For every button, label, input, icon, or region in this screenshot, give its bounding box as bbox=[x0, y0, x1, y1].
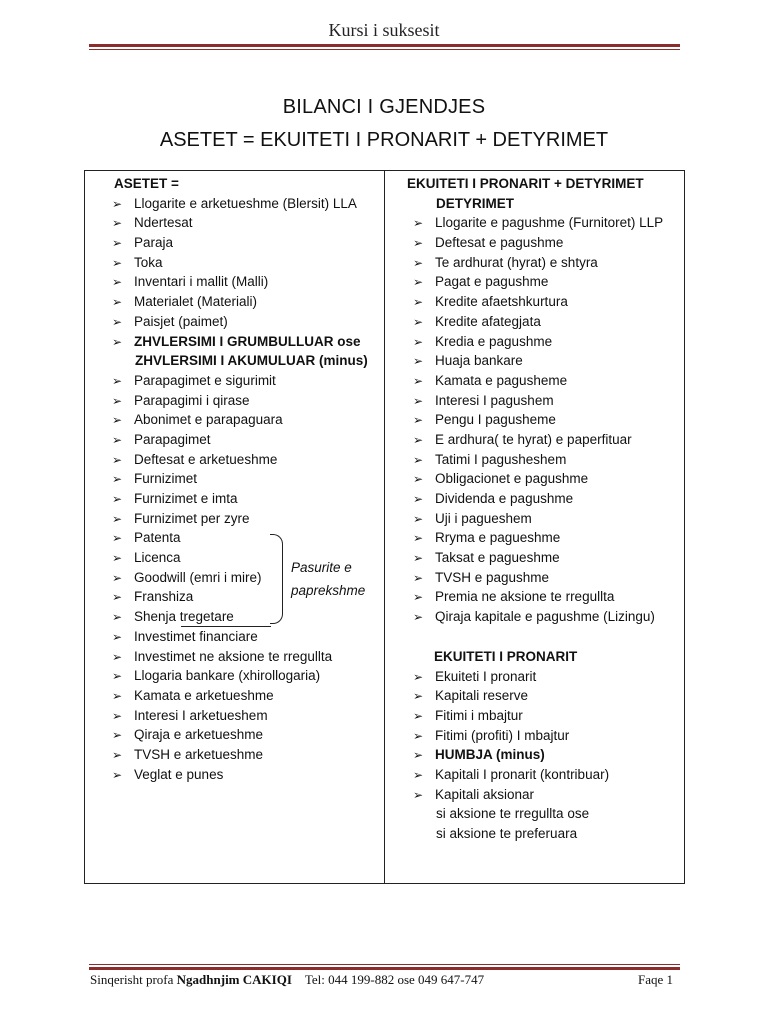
footer-prefix: Sinqerisht profa bbox=[90, 972, 177, 987]
liability-item: Pengu I pagusheme bbox=[435, 412, 556, 428]
liability-item: Kredia e pagushme bbox=[435, 333, 553, 349]
liability-item: TVSH e pagushme bbox=[435, 569, 550, 585]
table-column-divider bbox=[384, 170, 385, 884]
arrow-bullet-icon: ➢ bbox=[112, 688, 123, 703]
arrow-bullet-icon: ➢ bbox=[413, 354, 424, 369]
liability-item: Kredite afaetshkurtura bbox=[435, 294, 568, 310]
arrow-bullet-icon: ➢ bbox=[413, 452, 424, 467]
asset-item: Investimet financiare bbox=[134, 628, 258, 644]
arrow-bullet-icon: ➢ bbox=[112, 393, 123, 408]
asset-item: Llogaria bankare (xhirollogaria) bbox=[134, 668, 321, 684]
liability-item: Qiraja kapitale e pagushme (Lizingu) bbox=[435, 609, 655, 625]
asset-item-intangible: Licenca bbox=[134, 550, 181, 566]
asset-item: Furnizimet per zyre bbox=[134, 510, 250, 526]
footer-phone: Tel: 044 199-882 ose 049 647-747 bbox=[304, 972, 485, 987]
arrow-bullet-icon: ➢ bbox=[413, 492, 424, 506]
arrow-bullet-icon: ➢ bbox=[112, 413, 123, 428]
arrow-bullet-icon: ➢ bbox=[413, 767, 424, 782]
page-number: Faqe 1 bbox=[638, 972, 674, 987]
arrow-bullet-icon: ➢ bbox=[112, 511, 123, 526]
arrow-bullet-icon: ➢ bbox=[112, 708, 123, 723]
liability-item: Kamata e pagusheme bbox=[435, 372, 568, 388]
asset-item: Veglat e punes bbox=[134, 766, 224, 782]
arrow-bullet-icon: ➢ bbox=[112, 669, 123, 684]
arrow-bullet-icon: ➢ bbox=[413, 373, 424, 388]
arrow-bullet-icon: ➢ bbox=[413, 570, 424, 585]
arrow-bullet-icon: ➢ bbox=[112, 255, 123, 270]
intangibles-brace bbox=[270, 534, 283, 624]
arrow-bullet-icon: ➢ bbox=[112, 275, 123, 290]
equity-item: Kapitali I pronarit (kontribuar) bbox=[435, 766, 610, 782]
liability-item: Huaja bankare bbox=[435, 353, 523, 369]
arrow-bullet-icon: ➢ bbox=[112, 373, 123, 388]
header-rule-thick bbox=[89, 44, 680, 47]
arrow-bullet-icon: ➢ bbox=[413, 216, 424, 231]
asset-item: Abonimet e parapaguara bbox=[134, 412, 283, 428]
arrow-bullet-icon: ➢ bbox=[413, 610, 424, 625]
intangibles-label: Pasurite e paprekshme bbox=[291, 560, 366, 598]
arrow-bullet-icon: ➢ bbox=[413, 787, 424, 802]
arrow-bullet-icon: ➢ bbox=[112, 472, 123, 487]
arrow-bullet-icon: ➢ bbox=[413, 413, 424, 428]
header-rule-thin bbox=[89, 49, 680, 50]
liability-item: Kredite afategjata bbox=[435, 313, 541, 329]
arrow-bullet-icon: ➢ bbox=[112, 295, 123, 310]
asset-item: Parapagimet bbox=[134, 431, 211, 447]
liability-item: Uji i pagueshem bbox=[435, 510, 532, 526]
equity-subitem: si aksione te rregullta ose bbox=[436, 806, 590, 822]
arrow-bullet-icon: ➢ bbox=[112, 629, 123, 644]
asset-item: Interesi I arketueshem bbox=[134, 707, 268, 723]
asset-item: Parapagimet e sigurimit bbox=[134, 372, 276, 388]
accounting-equation: ASETET = EKUITETI I PRONARIT + DETYRIMET bbox=[159, 129, 609, 151]
arrow-bullet-icon: ➢ bbox=[413, 531, 424, 546]
arrow-bullet-icon: ➢ bbox=[112, 728, 123, 743]
arrow-bullet-icon: ➢ bbox=[112, 767, 123, 782]
footer-author bbox=[90, 972, 484, 988]
asset-item: Qiraja e arketueshme bbox=[134, 727, 264, 743]
arrow-bullet-icon: ➢ bbox=[112, 610, 123, 625]
arrow-bullet-icon: ➢ bbox=[413, 511, 424, 526]
asset-item: Furnizimet bbox=[134, 471, 198, 487]
arrow-bullet-icon: ➢ bbox=[112, 649, 123, 664]
asset-item-depreciation-cont: ZHVLERSIMI I AKUMULUAR (minus) bbox=[135, 353, 368, 369]
asset-item: Paisjet (paimet) bbox=[134, 313, 228, 329]
arrow-bullet-icon: ➢ bbox=[112, 216, 123, 231]
liabilities-header: DETYRIMET bbox=[436, 195, 515, 211]
arrow-bullet-icon: ➢ bbox=[413, 393, 424, 408]
asset-item-depreciation: ZHVLERSIMI I GRUMBULLUAR ose bbox=[134, 333, 361, 349]
asset-item-intangible: Shenja tregetare bbox=[134, 609, 234, 625]
asset-item: Investimet ne aksione te rregullta bbox=[134, 648, 333, 664]
assets-column bbox=[112, 174, 382, 784]
assets-header: ASETET = bbox=[114, 176, 179, 191]
arrow-bullet-icon: ➢ bbox=[112, 432, 123, 447]
asset-item: Paraja bbox=[134, 235, 174, 251]
liability-item: Premia ne aksione te rregullta bbox=[435, 589, 615, 605]
equity-item: Kapitali reserve bbox=[435, 688, 529, 704]
liability-item: Taksat e pagueshme bbox=[435, 550, 560, 566]
arrow-bullet-icon: ➢ bbox=[413, 275, 424, 290]
liability-item: Tatimi I pagusheshem bbox=[435, 451, 567, 467]
arrow-bullet-icon: ➢ bbox=[413, 669, 424, 684]
arrow-bullet-icon: ➢ bbox=[112, 747, 123, 762]
arrow-bullet-icon: ➢ bbox=[112, 236, 123, 251]
equity-header: EKUITETI I PRONARIT bbox=[434, 648, 578, 664]
arrow-bullet-icon: ➢ bbox=[112, 492, 123, 506]
asset-item: TVSH e arketueshme bbox=[134, 746, 264, 762]
equity-subitem: si aksione te preferuara bbox=[436, 826, 578, 841]
asset-item: Materialet (Materiali) bbox=[134, 294, 258, 310]
liability-item: Pagat e pagushme bbox=[435, 274, 549, 290]
asset-item: Llogarite e arketueshme (Blersit) LLA bbox=[134, 195, 357, 211]
arrow-bullet-icon: ➢ bbox=[112, 334, 123, 349]
asset-item-intangible: Franshiza bbox=[134, 589, 194, 605]
arrow-bullet-icon: ➢ bbox=[413, 708, 424, 723]
arrow-bullet-icon: ➢ bbox=[413, 472, 424, 487]
asset-item: Ndertesat bbox=[134, 215, 193, 231]
equity-item: Fitimi (profiti) I mbajtur bbox=[435, 727, 570, 743]
arrow-bullet-icon: ➢ bbox=[112, 314, 123, 329]
footer-rule-thin bbox=[89, 964, 680, 965]
footer-author-name: Ngadhnjim CAKIQI bbox=[176, 972, 292, 987]
arrow-bullet-icon: ➢ bbox=[112, 551, 123, 566]
equity-item: Ekuiteti I pronarit bbox=[435, 668, 537, 684]
asset-item: Toka bbox=[134, 254, 163, 270]
liability-item: Rryma e pagueshme bbox=[435, 530, 561, 546]
arrow-bullet-icon: ➢ bbox=[413, 748, 424, 763]
liability-item: Deftesat e pagushme bbox=[435, 235, 564, 251]
equity-liabilities-column bbox=[407, 174, 682, 844]
equity-item-loss: HUMBJA (minus) bbox=[435, 747, 545, 763]
arrow-bullet-icon: ➢ bbox=[413, 295, 424, 310]
asset-item: Inventari i mallit (Malli) bbox=[134, 274, 269, 290]
arrow-bullet-icon: ➢ bbox=[112, 452, 123, 467]
document-title: BILANCI I GJENDJES bbox=[282, 96, 486, 118]
arrow-bullet-icon: ➢ bbox=[413, 689, 424, 704]
equity-liabilities-header: EKUITETI I PRONARIT + DETYRIMET bbox=[407, 176, 644, 191]
equity-item: Kapitali aksionar bbox=[435, 786, 535, 802]
arrow-bullet-icon: ➢ bbox=[413, 551, 424, 566]
liability-item: Dividenda e pagushme bbox=[435, 491, 574, 506]
arrow-bullet-icon: ➢ bbox=[413, 728, 424, 743]
liability-item: Llogarite e pagushme (Furnitoret) LLP bbox=[435, 215, 664, 231]
asset-item: Parapagimi i qirase bbox=[134, 392, 250, 408]
asset-item-intangible: Patenta bbox=[134, 530, 181, 546]
arrow-bullet-icon: ➢ bbox=[112, 531, 123, 546]
liability-item: Obligacionet e pagushme bbox=[435, 471, 589, 487]
liability-item: Te ardhurat (hyrat) e shtyra bbox=[435, 254, 598, 270]
arrow-bullet-icon: ➢ bbox=[112, 570, 123, 585]
arrow-bullet-icon: ➢ bbox=[413, 255, 424, 270]
asset-item-intangible: Goodwill (emri i mire) bbox=[134, 569, 262, 585]
liability-item: E ardhura( te hyrat) e paperfituar bbox=[435, 431, 632, 447]
equity-item: Fitimi i mbajtur bbox=[435, 707, 523, 723]
footer-rule-thick bbox=[89, 967, 680, 970]
liability-item: Interesi I pagushem bbox=[435, 392, 554, 408]
arrow-bullet-icon: ➢ bbox=[413, 334, 424, 349]
arrow-bullet-icon: ➢ bbox=[112, 196, 123, 211]
arrow-bullet-icon: ➢ bbox=[112, 590, 123, 605]
arrow-bullet-icon: ➢ bbox=[413, 432, 424, 447]
arrow-bullet-icon: ➢ bbox=[413, 590, 424, 605]
running-header: Kursi i suksesit bbox=[328, 20, 440, 40]
asset-item: Furnizimet e imta bbox=[134, 491, 238, 506]
arrow-bullet-icon: ➢ bbox=[413, 314, 424, 329]
trademark-underline bbox=[181, 626, 271, 627]
asset-item: Deftesat e arketueshme bbox=[134, 451, 278, 467]
asset-item: Kamata e arketueshme bbox=[134, 687, 274, 703]
arrow-bullet-icon: ➢ bbox=[413, 236, 424, 251]
